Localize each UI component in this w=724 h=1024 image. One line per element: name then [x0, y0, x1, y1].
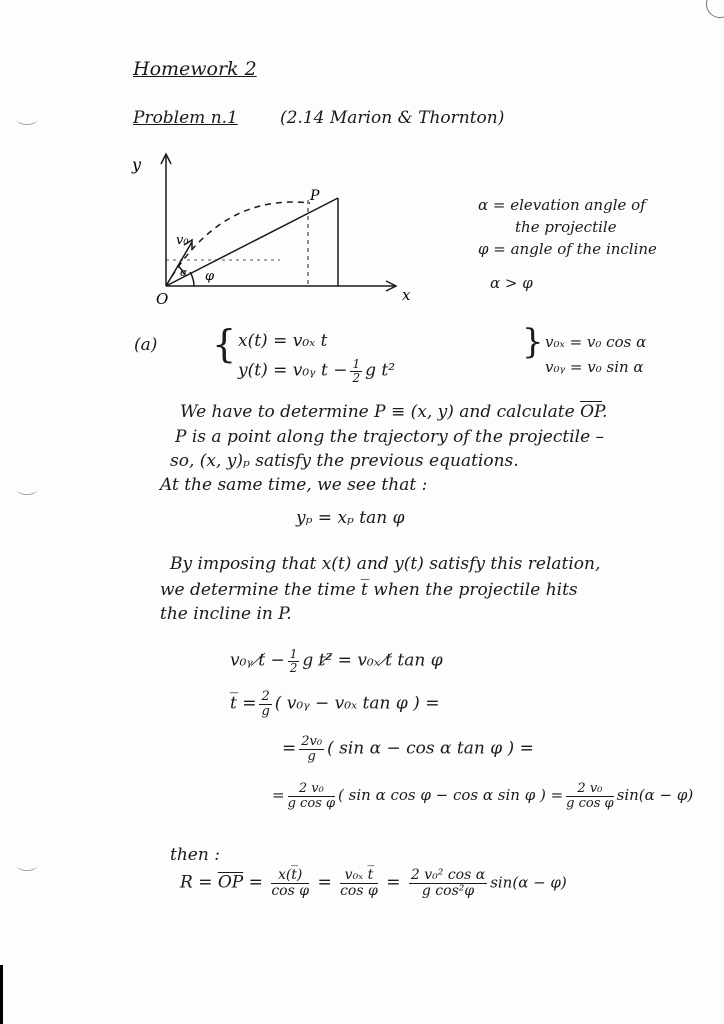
result-equation	[180, 868, 567, 898]
derivation-step-4	[272, 782, 693, 810]
text-line-1-main: We have to determine P ≡ (x, y) and calculate	[180, 402, 575, 422]
derivation-step-2	[230, 690, 439, 718]
d4-den-2: g cos φ	[566, 795, 614, 811]
eq-voy: v₀ᵧ = v₀ sin α	[545, 358, 644, 376]
d2-right: ( v₀ᵧ − v₀ₓ tan φ ) =	[274, 693, 440, 714]
r-eq: =	[248, 872, 263, 893]
velocity-label: v₀	[176, 233, 189, 248]
text-line-1	[180, 402, 607, 422]
d3-fraction	[299, 735, 324, 763]
y-axis-label: y	[132, 155, 142, 174]
d2-fraction	[259, 690, 271, 718]
derivation-step-3	[282, 735, 534, 763]
d3-right: ( sin α − cos α tan φ ) =	[327, 738, 534, 759]
r-fraction-3	[409, 868, 487, 898]
d1-den: 2	[289, 660, 298, 675]
point-p-label: P	[310, 188, 320, 204]
punch-hole-mark	[16, 482, 38, 495]
half-fraction	[350, 358, 362, 384]
text-line-3: so, (x, y)ₚ satisfy the previous equations.	[170, 451, 519, 471]
d4-den: g cos φ	[287, 795, 336, 811]
f1-den: cos φ	[271, 882, 310, 899]
page-title: Homework 2	[133, 58, 257, 80]
f1-num: x(t̅)	[271, 868, 309, 884]
half-den: 2	[352, 370, 361, 385]
d4-left: =	[272, 786, 285, 805]
d4-mid: ( sin α cos φ − cos α sin φ ) =	[338, 786, 564, 805]
d2-den: g	[261, 703, 270, 719]
text-line-1-end: .	[602, 402, 608, 422]
r-left: R =	[180, 872, 213, 893]
d4-num: 2 v₀	[288, 782, 335, 797]
eq-y-of-t	[238, 358, 395, 384]
d2-num: 2	[261, 689, 270, 704]
d4-fraction	[288, 782, 335, 810]
problem-label: Problem n.1	[133, 108, 238, 128]
origin-label: O	[156, 290, 169, 308]
legend-condition: α > φ	[490, 274, 533, 292]
eq-y-right: g t²	[365, 360, 396, 381]
then-label: then :	[170, 845, 220, 865]
d1-right: g t²̸ = v₀ₓ t̸ tan φ	[302, 650, 443, 671]
d2-left: t̅ =	[230, 693, 257, 714]
eq-y-left: y(t) = v₀ᵧ t −	[238, 360, 348, 381]
r-fraction-2	[340, 868, 378, 898]
legend-alpha-cont: the projectile	[515, 218, 617, 236]
f3-num: 2 v₀² cos α	[410, 867, 486, 883]
d3-left: =	[282, 738, 297, 759]
alpha-label: α	[180, 266, 188, 279]
phi-label: φ	[205, 269, 215, 284]
half-num: 1	[352, 357, 361, 371]
part-a-label: (a)	[134, 335, 158, 355]
left-brace: {	[212, 322, 237, 366]
d4-fraction-2	[566, 782, 613, 810]
eq-vox: v₀ₓ = v₀ cos α	[545, 333, 647, 351]
text-line-6: we determine the time t̅ when the projectile hits	[160, 580, 578, 600]
punch-hole-mark	[16, 858, 38, 871]
page-corner-mark	[706, 0, 724, 18]
eq-x-of-t: x(t) = v₀ₓ t	[238, 331, 328, 351]
text-line-7: the incline in P.	[160, 604, 292, 624]
eq-incline: yₚ = xₚ tan φ	[296, 508, 405, 528]
text-line-4: At the same time, we see that :	[160, 475, 428, 495]
d3-den: g	[307, 748, 316, 764]
text-line-2: P is a point along the trajectory of the projectile –	[175, 427, 605, 447]
derivation-step-1	[230, 648, 443, 674]
r-op-segment: $\overline{OP}$	[217, 872, 244, 893]
f2-den: cos φ	[340, 882, 378, 899]
right-brace: }	[522, 322, 544, 362]
f3-den: g cos²φ	[421, 882, 475, 899]
problem-reference: (2.14 Marion & Thornton)	[280, 108, 505, 128]
d4-num-2: 2 v₀	[566, 782, 613, 797]
legend-phi: φ = angle of the incline	[478, 240, 657, 258]
r-eq-2: =	[317, 872, 332, 893]
d1-left: v₀ᵧ t̸ −	[230, 650, 285, 671]
f3-right: sin(α − φ)	[490, 873, 567, 892]
d1-num: 1	[289, 647, 298, 661]
phi-arc	[190, 272, 194, 286]
scan-edge	[0, 965, 3, 1024]
x-axis-label: x	[402, 286, 411, 304]
legend-alpha: α = elevation angle of	[478, 196, 646, 214]
d3-num: 2v₀	[301, 734, 323, 749]
d4-right: sin(α − φ)	[616, 786, 694, 805]
r-fraction-1	[271, 868, 309, 898]
projectile-diagram	[110, 148, 430, 310]
op-segment: $\overline{OP}$	[580, 402, 603, 422]
d1-fraction	[288, 648, 300, 674]
r-eq-3: =	[386, 872, 401, 893]
punch-hole-mark	[16, 112, 38, 125]
text-line-5: By imposing that x(t) and y(t) satisfy this relation,	[170, 554, 601, 574]
f2-num: v₀ₓ t̅	[340, 868, 378, 884]
